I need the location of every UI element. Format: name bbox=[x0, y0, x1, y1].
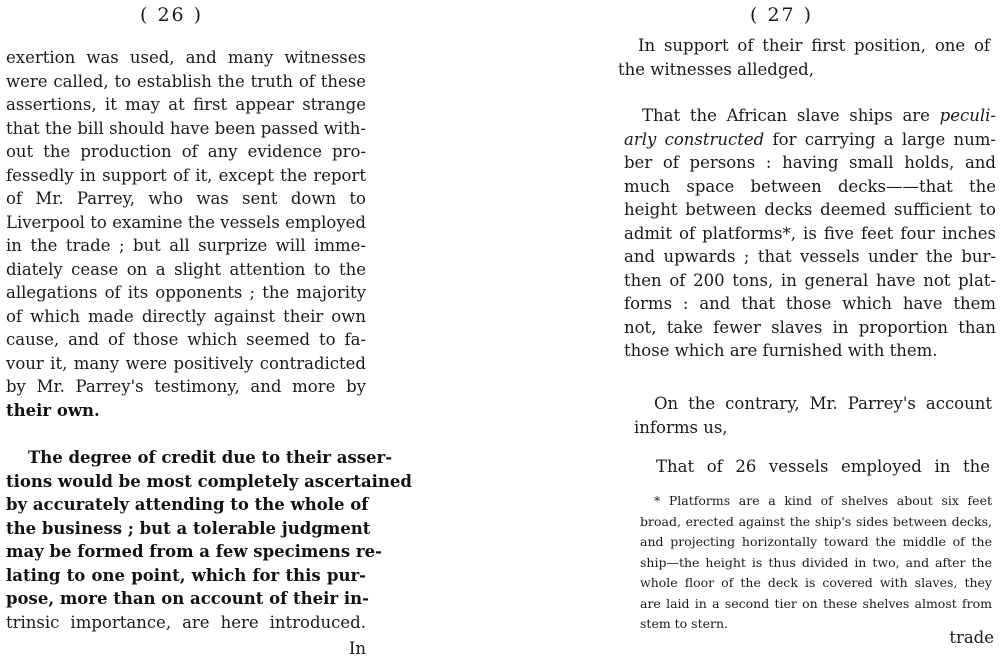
text-line: informs us, bbox=[634, 417, 728, 437]
text-line: Liverpool to examine the vessels employed bbox=[6, 212, 366, 232]
footnote-line: ship—the height is thus divided in two, and after the bbox=[640, 554, 992, 570]
text-line: cause, and of those which seemed to fa- bbox=[6, 330, 366, 349]
text-line: the witnesses alledged, bbox=[618, 59, 814, 79]
text-line: That the African slave ships are peculi- bbox=[642, 106, 996, 125]
right-page bbox=[600, 0, 1000, 659]
text-line: On the contrary, Mr. Parrey's account bbox=[654, 394, 992, 413]
left-body-text bbox=[6, 46, 412, 634]
that-line bbox=[656, 455, 990, 479]
text-line: In support of their first position, one of bbox=[638, 36, 990, 55]
catchword-left: In bbox=[348, 639, 366, 658]
text-line: arly constructed for carrying a large num- bbox=[624, 129, 996, 149]
text-line: that the bill should have been passed with- bbox=[6, 118, 366, 138]
footnote-line: whole floor of the deck is covered with slaves, they bbox=[640, 575, 992, 590]
text-line: height between decks deemed sufficient to bbox=[624, 200, 996, 219]
text-line: admit of platforms*, is five feet four inches bbox=[624, 223, 996, 243]
text-line: pose, more than on account of their in- bbox=[6, 589, 369, 608]
text-line: those which are furnished with them. bbox=[624, 341, 938, 360]
text-line: by Mr. Parrey's testimony, and more by bbox=[6, 377, 366, 396]
footnote-line: are laid in a second tier on these shelves almost from bbox=[640, 595, 992, 611]
text-line: exertion was used, and many witnesses bbox=[6, 48, 366, 67]
page-number-right: ( 27 ) bbox=[750, 4, 814, 26]
text-line: allegations of its opponents ; the majority bbox=[6, 283, 366, 302]
text-line: not, take fewer slaves in proportion than bbox=[624, 317, 996, 337]
text-line: were called, to establish the truth of these bbox=[6, 71, 366, 91]
footnote-line: broad, erected against the ship's sides between decks, bbox=[640, 513, 992, 529]
text-line: may be formed from a few specimens re- bbox=[6, 542, 382, 561]
text-line: their own. bbox=[6, 400, 100, 420]
text-line: diately cease on a slight attention to the bbox=[6, 259, 366, 279]
intro-text bbox=[618, 34, 990, 81]
text-line: of which made directly against their own bbox=[6, 306, 366, 326]
footnote-line: * Platforms are a kind of shelves about six feet bbox=[654, 493, 992, 508]
text-line: vour it, many were positively contradicted bbox=[6, 353, 366, 373]
text-line: of Mr. Parrey, who was sent down to bbox=[6, 189, 366, 208]
footnote-line: stem to stern. bbox=[640, 616, 729, 631]
page-number-left: ( 26 ) bbox=[140, 4, 204, 26]
text-line: That of 26 vessels employed in the bbox=[656, 457, 990, 476]
left-page bbox=[0, 0, 412, 659]
text-line: forms : and that those which have them bbox=[624, 294, 996, 313]
text-line: out the production of any evidence pro- bbox=[6, 142, 366, 161]
text-line: the business ; but a tolerable judgment bbox=[6, 518, 371, 538]
text-line: lating to one point, which for this pur- bbox=[6, 565, 366, 585]
text-line: assertions, it may at first appear strange bbox=[6, 95, 366, 114]
text-line: by accurately attending to the whole of bbox=[6, 495, 369, 514]
text-line: fessedly in support of it, except the report bbox=[6, 165, 366, 185]
text-line: in the trade ; but all surprize will imme- bbox=[6, 236, 366, 255]
text-line: ber of persons : having small holds, and bbox=[624, 153, 996, 172]
contrary-text bbox=[634, 392, 992, 439]
text-line: trinsic importance, are here introduced. bbox=[6, 612, 366, 632]
text-line: tions would be most completely ascertained bbox=[6, 471, 412, 491]
text-line: The degree of credit due to their asser- bbox=[28, 448, 393, 467]
text-line: much space between decks——that the bbox=[624, 176, 996, 196]
text-line: and upwards ; that vessels under the bur- bbox=[624, 247, 996, 266]
quoted-testimony bbox=[624, 104, 996, 363]
footnote bbox=[640, 491, 992, 635]
text-line: then of 200 tons, in general have not plat- bbox=[624, 270, 996, 290]
footnote-line: and projecting horizontally toward the middle of the bbox=[640, 534, 992, 549]
catchword-right: trade bbox=[949, 628, 994, 647]
